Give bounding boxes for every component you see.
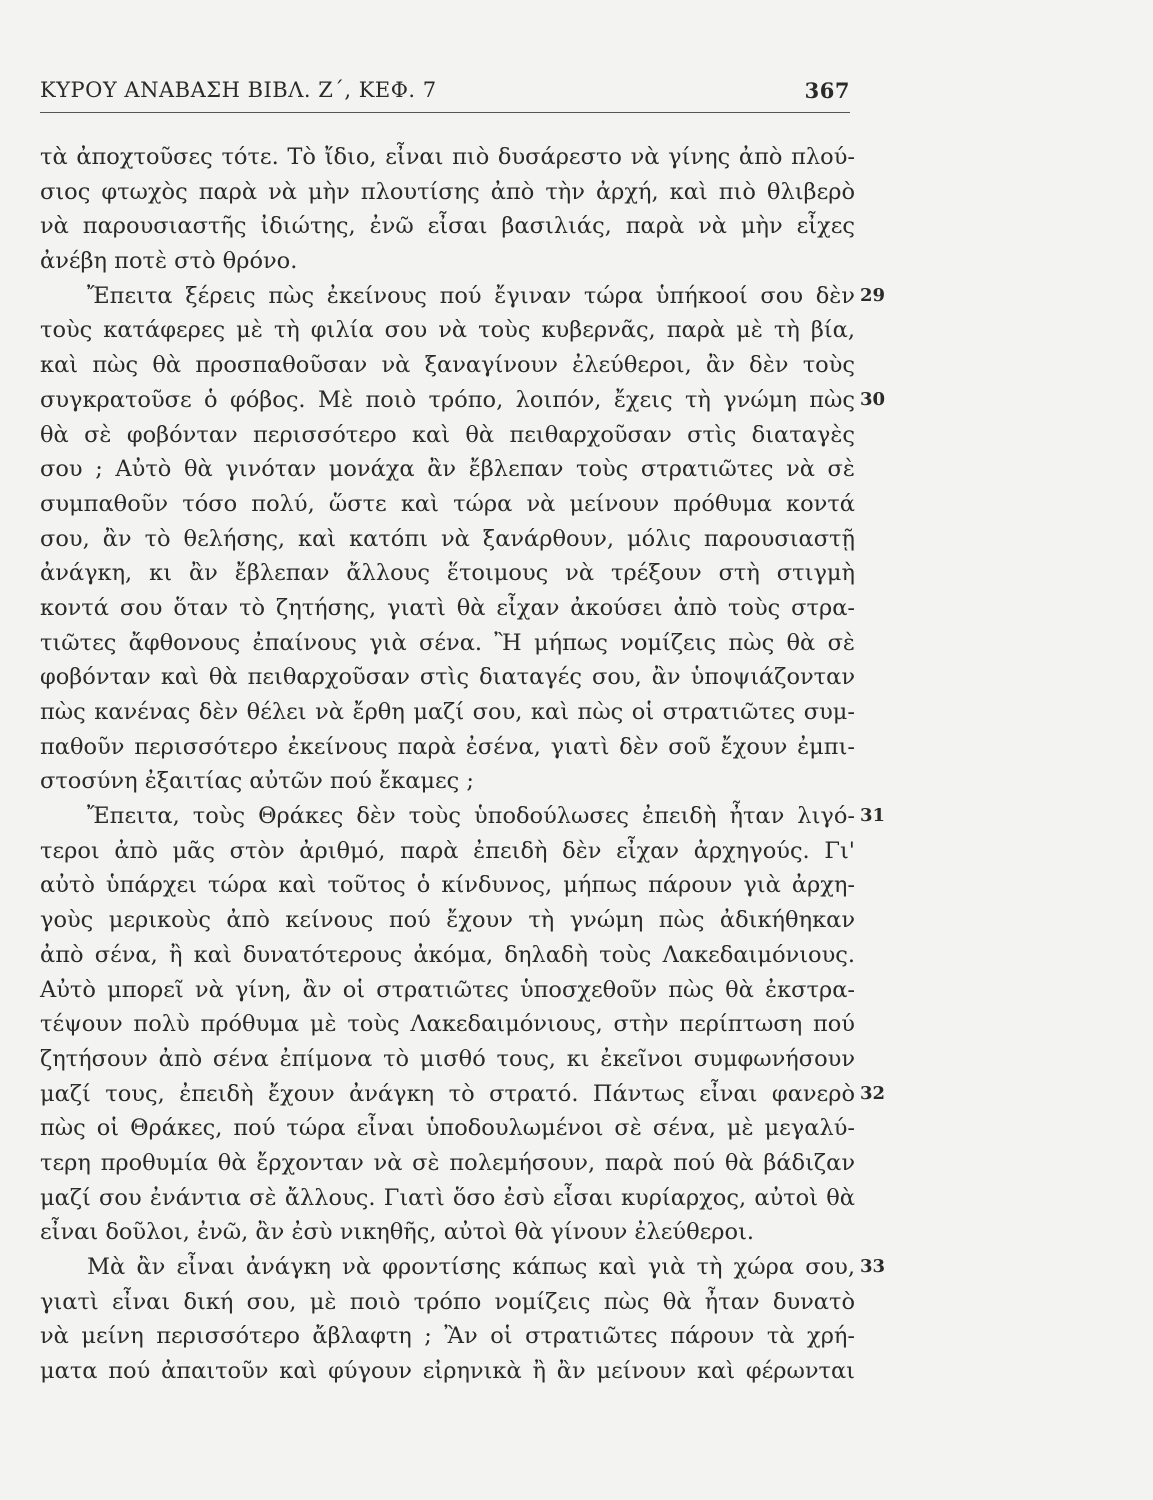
text-line: ἀνάγκη, κι ἂν ἔβλεπαν ἄλλους ἕτοιμους νὰ τρέξουν στὴ στιγμὴ bbox=[40, 560, 855, 587]
text-line: φοβόνταν καὶ θὰ πειθαρχοῦσαν στὶς διαταγές σου, ἂν ὑποψιάζονταν bbox=[40, 664, 855, 691]
text-line: τεροι ἀπὸ μᾶς στὸν ἀριθμό, παρὰ ἐπειδὴ δὲν εἶχαν ἀρχηγούς. Γι' bbox=[40, 837, 855, 864]
text-line: κοντά σου ὅταν τὸ ζητήσης, γιατὶ θὰ εἶχαν ἀκούσει ἀπὸ τοὺς στρα- bbox=[40, 594, 855, 621]
text-line bbox=[40, 1250, 886, 1285]
text-line: συμπαθοῦν τόσο πολύ, ὥστε καὶ τώρα νὰ μείνουν πρόθυμα κοντά bbox=[40, 490, 855, 517]
text-line: γιατὶ εἶναι δική σου, μὲ ποιὸ τρόπο νομίζεις πὼς θὰ ἦταν δυνατὸ bbox=[40, 1288, 855, 1315]
line-text: συγκρατοῦσε ὁ φόβος. Μὲ ποιὸ τρόπο, λοιπόν, ἔχεις τὴ γνώμη πὼς bbox=[40, 386, 855, 413]
text-line: τερη προθυμία θὰ ἔρχονταν νὰ σὲ πολεμήσουν, παρὰ πού θὰ βάδιζαν bbox=[40, 1149, 855, 1176]
text-line: νὰ μείνη περισσότερο ἄβλαφτη ; Ἂν οἱ στρατιῶτες πάρουν τὰ χρή- bbox=[40, 1323, 855, 1350]
line-text: Μὰ ἂν εἶναι ἀνάγκη νὰ φροντίσης κάπως καὶ γιὰ τὴ χώρα σου, bbox=[87, 1254, 855, 1280]
text-line: σου ; Αὐτὸ θὰ γινόταν μονάχα ἂν ἔβλεπαν τοὺς στρατιῶτες νὰ σὲ bbox=[40, 456, 855, 483]
text-line: ζητήσουν ἀπὸ σένα ἐπίμονα τὸ μισθό τους, κι ἐκεῖνοι συμφωνήσουν bbox=[40, 1045, 855, 1072]
text-line: σου, ἂν τὸ θελήσης, καὶ κατόπι νὰ ξανάρθουν, μόλις παρουσιαστῇ bbox=[40, 525, 855, 552]
text-line: θὰ σὲ φοβόνταν περισσότερο καὶ θὰ πειθαρχοῦσαν στὶς διαταγὲς bbox=[40, 421, 855, 448]
text-line: αὐτὸ ὑπάρχει τώρα καὶ τοῦτος ὁ κίνδυνος, μήπως πάρουν γιὰ ἀρχη- bbox=[40, 872, 855, 899]
line-text: μαζί τους, ἐπειδὴ ἔχουν ἀνάγκη τὸ στρατό. Πάντως εἶναι φανερὸ bbox=[40, 1080, 855, 1107]
page-number: 367 bbox=[804, 78, 850, 103]
text-line: πὼς κανένας δὲν θέλει νὰ ἔρθη μαζί σου, καὶ πὼς οἱ στρατιῶτες συμ- bbox=[40, 699, 855, 725]
text-line: τιῶτες ἄφθονους ἐπαίνους γιὰ σένα. Ἢ μήπως νομίζεις πὼς θὰ σὲ bbox=[40, 629, 855, 656]
text-line bbox=[40, 799, 886, 834]
section-number: 29 bbox=[860, 284, 886, 306]
text-line: τοὺς κατάφερες μὲ τὴ φιλία σου νὰ τοὺς κυβερνᾶς, παρὰ μὲ τὴ βία, bbox=[40, 317, 855, 344]
text-line: εἶναι δοῦλοι, ἐνῶ, ἂν ἐσὺ νικηθῆς, αὐτοὶ θὰ γίνουν ἐλεύθεροι. bbox=[40, 1219, 755, 1246]
section-number: 33 bbox=[860, 1256, 886, 1277]
text-line: στοσύνη ἐξαιτίας αὐτῶν πού ἔκαμες ; bbox=[40, 768, 475, 795]
text-line: μαζί σου ἐνάντια σὲ ἄλλους. Γιατὶ ὅσο ἐσὺ εἶσαι κυρίαρχος, αὐτοὶ θὰ bbox=[40, 1184, 855, 1211]
line-text: Ἔπειτα ξέρεις πὼς ἐκείνους πού ἔγιναν τώρα ὑπήκοοί σου δὲν bbox=[87, 282, 855, 309]
running-title: ΚΥΡΟΥ ΑΝΑΒΑΣΗ ΒΙΒΛ. Ζ΄, ΚΕΦ. 7 bbox=[40, 78, 437, 102]
text-line: τέψουν πολὺ πρόθυμα μὲ τοὺς Λακεδαιμόνιους, στὴν περίπτωση πού bbox=[40, 1011, 855, 1038]
text-line: σιος φτωχὸς παρὰ νὰ μὴν πλουτίσης ἀπὸ τὴν ἀρχή, καὶ πιὸ θλιβερὸ bbox=[40, 178, 855, 205]
text-line: ἀνέβη ποτὲ στὸ θρόνο. bbox=[40, 248, 298, 275]
text-line: παθοῦν περισσότερο ἐκείνους παρὰ ἐσένα, γιατὶ δὲν σοῦ ἔχουν ἐμπι- bbox=[40, 733, 855, 760]
text-line: πὼς οἱ Θράκες, πού τώρα εἶναι ὑποδουλωμένοι σὲ σένα, μὲ μεγαλύ- bbox=[40, 1115, 855, 1142]
text-line: νὰ παρουσιαστῆς ἰδιώτης, ἐνῶ εἶσαι βασιλιάς, παρὰ νὰ μὴν εἶχες bbox=[40, 213, 855, 240]
line-text: Ἔπειτα, τοὺς Θράκες δὲν τοὺς ὑποδούλωσες ἐπειδὴ ἦταν λιγό- bbox=[87, 803, 855, 830]
header-rule bbox=[40, 112, 850, 113]
text-line: ἀπὸ σένα, ἢ καὶ δυνατότερους ἀκόμα, δηλαδὴ τοὺς Λακεδαιμόνιους. bbox=[40, 941, 855, 968]
body-text bbox=[40, 140, 886, 1389]
text-line: καὶ πὼς θὰ προσπαθοῦσαν νὰ ξαναγίνουν ἐλεύθεροι, ἂν δὲν τοὺς bbox=[40, 352, 855, 379]
running-header bbox=[40, 78, 850, 106]
text-line bbox=[40, 383, 886, 418]
text-line: Αὐτὸ μπορεῖ νὰ γίνη, ἂν οἱ στρατιῶτες ὑποσχεθοῦν πὼς θὰ ἐκστρα- bbox=[40, 976, 855, 1003]
text-line: τὰ ἀποχτοῦσες τότε. Τὸ ἴδιο, εἶναι πιὸ δυσάρεστο νὰ γίνης ἀπὸ πλού- bbox=[40, 144, 855, 170]
section-number: 32 bbox=[860, 1082, 886, 1104]
text-line bbox=[40, 1077, 886, 1112]
text-line: γοὺς μερικοὺς ἀπὸ κείνους πού ἔχουν τὴ γνώμη πὼς ἀδικήθηκαν bbox=[40, 907, 855, 934]
text-line: ματα πού ἀπαιτοῦν καὶ φύγουν εἰρηνικὰ ἢ ἂν μείνουν καὶ φέρωνται bbox=[40, 1358, 855, 1385]
text-line bbox=[40, 279, 886, 314]
section-number: 30 bbox=[860, 388, 886, 410]
section-number: 31 bbox=[860, 805, 886, 827]
